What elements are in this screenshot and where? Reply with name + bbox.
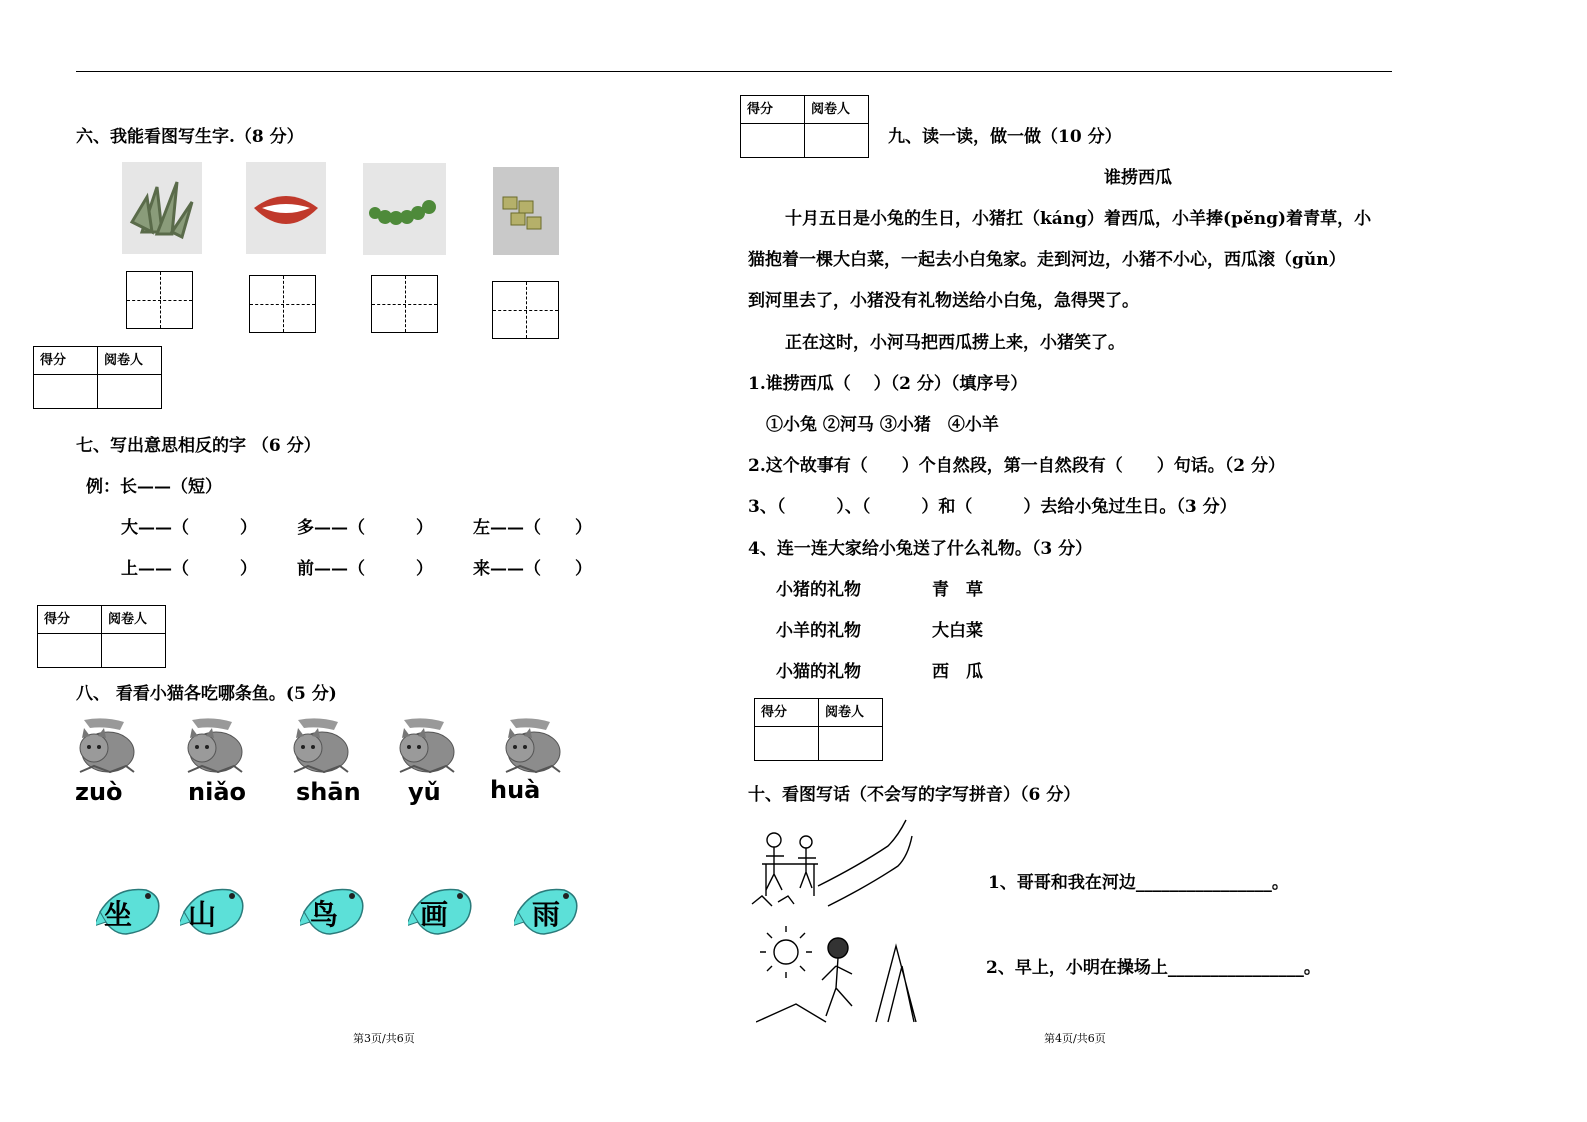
river-scene-picture (748, 816, 916, 916)
example-text: 例：长——（短） (86, 477, 222, 497)
antonym-item: 来——（ ） (473, 559, 592, 579)
score-label: 得分 (38, 606, 102, 634)
picture-sentence-2[interactable]: 2、早上，小明在操场上________________。 (986, 958, 1321, 978)
pinyin-label: huà (490, 776, 541, 804)
score-box (33, 346, 162, 409)
page-footer: 第3页/共6页 (353, 1032, 415, 1045)
fish-character: 鸟 (309, 898, 338, 931)
story-line: 十月五日是小兔的生日，小猪扛（káng）着西瓜，小羊捧(pěng)着青草，小 (785, 209, 1372, 229)
grader-label: 阅卷人 (819, 699, 883, 727)
section-6-title: 六、我能看图写生字.（8 分） (76, 127, 304, 147)
cat-icon (394, 716, 458, 776)
score-box (37, 605, 166, 668)
mouth-picture (246, 162, 326, 254)
question-1: 1.谁捞西瓜（ ）（2 分）（填序号） (748, 374, 1028, 394)
section-8-title: 八、 看看小猫各吃哪条鱼。(5 分) (76, 684, 337, 704)
pinyin-label: zuò (75, 778, 123, 806)
score-cell[interactable] (755, 727, 819, 761)
section-9-title: 九、读一读，做一做（10 分） (888, 127, 1122, 147)
antonym-item: 上——（ ） (121, 559, 257, 579)
score-label: 得分 (741, 96, 805, 124)
gift-item: 大白菜 (932, 621, 983, 641)
pinyin-label: shān (296, 778, 361, 806)
cat-icon (74, 716, 138, 776)
fish-character: 画 (419, 898, 448, 931)
field-picture (493, 167, 559, 255)
story-line: 猫抱着一棵大白菜，一起去小白兔家。走到河边，小猪不小心，西瓜滚（gǔn） (748, 250, 1346, 270)
grader-label: 阅卷人 (98, 347, 162, 375)
antonym-item: 左——（ ） (473, 518, 592, 538)
writing-box-1[interactable] (126, 271, 193, 329)
score-box (740, 95, 869, 158)
score-cell[interactable] (741, 124, 805, 158)
pinyin-label: yǔ (408, 778, 441, 806)
score-cell[interactable] (38, 634, 102, 668)
grader-cell[interactable] (819, 727, 883, 761)
section-7-title: 七、写出意思相反的字 （6 分） (76, 436, 321, 456)
gift-owner: 小猪的礼物 (776, 580, 861, 600)
gift-owner: 小猫的礼物 (776, 662, 861, 682)
page-footer: 第4页/共6页 (1044, 1032, 1106, 1045)
grader-label: 阅卷人 (102, 606, 166, 634)
gift-item: 西 瓜 (932, 662, 983, 682)
section-10-title: 十、看图写话（不会写的字写拼音）（6 分） (748, 785, 1081, 805)
question-1-options: ①小兔 ②河马 ③小猪 ④小羊 (766, 415, 999, 435)
antonym-item: 大——（ ） (121, 518, 257, 538)
antonym-item: 多——（ ） (297, 518, 433, 538)
writing-box-3[interactable] (371, 275, 438, 333)
score-box (754, 698, 883, 761)
gift-owner: 小羊的礼物 (776, 621, 861, 641)
fish-character: 雨 (531, 898, 560, 931)
question-3: 3、（ ）、（ ）和（ ）去给小兔过生日。（3 分） (748, 497, 1237, 517)
story-line: 正在这时，小河马把西瓜捞上来，小猪笑了。 (785, 333, 1125, 353)
story-title: 谁捞西瓜 (1104, 168, 1172, 188)
question-2: 2.这个故事有（ ）个自然段，第一自然段有（ ）句话。（2 分） (748, 456, 1285, 476)
score-label: 得分 (755, 699, 819, 727)
cat-icon (182, 716, 246, 776)
caterpillar-picture (363, 163, 446, 255)
vegetable-picture (122, 162, 202, 254)
question-4: 4、连一连大家给小兔送了什么礼物。（3 分） (748, 539, 1093, 559)
fish-character: 山 (187, 898, 216, 931)
cat-icon (500, 716, 564, 776)
cat-icon (288, 716, 352, 776)
writing-box-2[interactable] (249, 275, 316, 333)
story-line: 到河里去了，小猪没有礼物送给小白兔，急得哭了。 (748, 291, 1139, 311)
grader-cell[interactable] (98, 375, 162, 409)
picture-sentence-1[interactable]: 1、哥哥和我在河边________________。 (988, 873, 1289, 893)
grader-cell[interactable] (805, 124, 869, 158)
header-rule (76, 71, 1392, 72)
gift-item: 青 草 (932, 580, 983, 600)
running-boy-picture (756, 926, 918, 1030)
writing-box-4[interactable] (492, 281, 559, 339)
antonym-item: 前——（ ） (297, 559, 433, 579)
fish-character: 坐 (103, 898, 132, 931)
score-cell[interactable] (34, 375, 98, 409)
grader-label: 阅卷人 (805, 96, 869, 124)
score-label: 得分 (34, 347, 98, 375)
grader-cell[interactable] (102, 634, 166, 668)
pinyin-label: niǎo (188, 778, 246, 806)
